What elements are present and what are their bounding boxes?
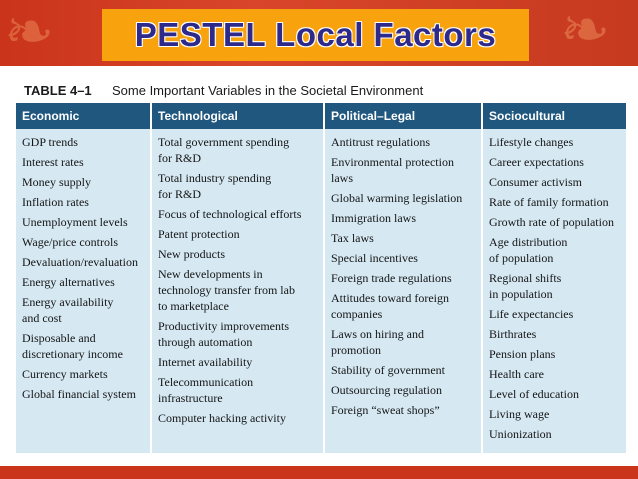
- list-item: Immigration laws: [331, 211, 416, 225]
- column-economic: [16, 129, 152, 453]
- list-item: Focus of technological efforts: [158, 207, 302, 221]
- list-item: Disposable and discretionary income: [22, 331, 123, 361]
- list-item: Regional shifts in population: [489, 271, 562, 301]
- table-body: [16, 129, 626, 453]
- list-item: Age distribution of population: [489, 235, 568, 265]
- list-item: Consumer activism: [489, 175, 582, 189]
- column-header-political-legal: Political–Legal: [325, 103, 483, 129]
- table-heading: [16, 78, 626, 102]
- list-item: Energy alternatives: [22, 275, 115, 289]
- maple-leaf-icon: ❧: [4, 0, 55, 65]
- list-item: Unionization: [489, 427, 552, 441]
- list-item: Career expectations: [489, 155, 584, 169]
- list-item: Stability of government: [331, 363, 445, 377]
- list-item: New developments in technology transfer from lab to marketplace: [158, 267, 295, 313]
- list-item: Living wage: [489, 407, 550, 421]
- list-item: Energy availability and cost: [22, 295, 114, 325]
- list-item: Environmental protection laws: [331, 155, 454, 185]
- slide-title: PESTEL Local Factors: [134, 16, 497, 53]
- list-item: Rate of family formation: [489, 195, 609, 209]
- list-item: Telecommunication infrastructure: [158, 375, 254, 405]
- list-item: Inflation rates: [22, 195, 89, 209]
- list-item: New products: [158, 247, 225, 261]
- list-item: Total industry spending for R&D: [158, 171, 272, 201]
- list-item: Antitrust regulations: [331, 135, 430, 149]
- list-item: Outsourcing regulation: [331, 383, 442, 397]
- bottom-bar: [0, 466, 638, 479]
- list-item: Devaluation/revaluation: [22, 255, 138, 269]
- list-item: Wage/price controls: [22, 235, 118, 249]
- list-item: GDP trends: [22, 135, 78, 149]
- table-header-row: [16, 103, 626, 129]
- list-item: Internet availability: [158, 355, 253, 369]
- list-item: Total government spending for R&D: [158, 135, 290, 165]
- table-caption: Some Important Variables in the Societal Environment: [112, 82, 424, 98]
- column-header-technological: Technological: [152, 103, 325, 129]
- table-number: TABLE 4–1: [24, 82, 92, 98]
- list-item: Unemployment levels: [22, 215, 128, 229]
- list-item: Life expectancies: [489, 307, 574, 321]
- list-item: Attitudes toward foreign companies: [331, 291, 449, 321]
- list-item: Global financial system: [22, 387, 136, 401]
- list-item: Interest rates: [22, 155, 84, 169]
- column-technological: [152, 129, 325, 453]
- column-sociocultural: [483, 129, 626, 453]
- column-header-sociocultural: Sociocultural: [489, 109, 566, 123]
- list-item: Computer hacking activity: [158, 411, 286, 425]
- slide-title-box: [102, 9, 529, 61]
- list-item: Growth rate of population: [489, 215, 614, 229]
- list-item: Lifestyle changes: [489, 135, 574, 149]
- list-item: Patent protection: [158, 227, 240, 241]
- list-item: Level of education: [489, 387, 579, 401]
- list-item: Tax laws: [331, 231, 374, 245]
- list-item: Pension plans: [489, 347, 556, 361]
- list-item: Money supply: [22, 175, 91, 189]
- list-item: Laws on hiring and promotion: [331, 327, 424, 357]
- list-item: Foreign “sweat shops”: [331, 403, 440, 417]
- list-item: Special incentives: [331, 251, 418, 265]
- list-item: Birthrates: [489, 327, 537, 341]
- list-item: Global warming legislation: [331, 191, 463, 205]
- list-item: Productivity improvements through automation: [158, 319, 289, 349]
- column-political-legal: [325, 129, 483, 453]
- list-item: Currency markets: [22, 367, 108, 381]
- list-item: Foreign trade regulations: [331, 271, 452, 285]
- column-header-economic: Economic: [16, 103, 152, 129]
- list-item: Health care: [489, 367, 544, 381]
- variables-table: [16, 103, 626, 453]
- maple-leaf-icon: ❧: [560, 0, 611, 63]
